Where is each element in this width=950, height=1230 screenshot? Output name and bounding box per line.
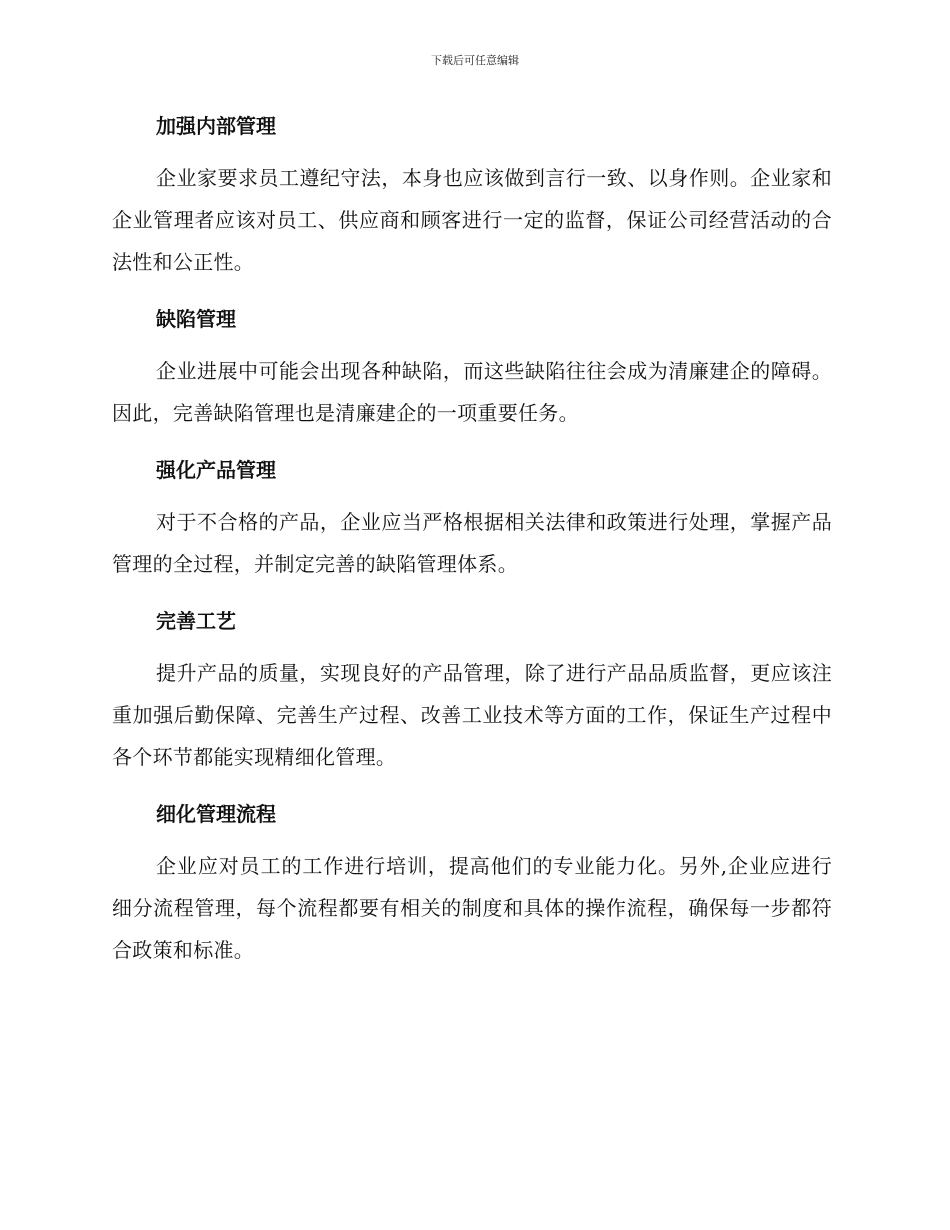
section-heading-refine-workflow: 细化管理流程 — [156, 802, 276, 826]
document-content — [112, 110, 832, 991]
section-heading-defect-management: 缺陷管理 — [156, 307, 236, 331]
page-header-note: 下载后可任意编辑 — [431, 54, 519, 67]
section-heading-internal-management: 加强内部管理 — [156, 114, 276, 138]
section-body-internal-management: 企业家要求员工遵纪守法，本身也应该做到言行一致、以身作则。企业家和企业管理者应该对员工、供应商和顾客进行一定的监督，保证公司经营活动的合法性和公正性。 — [112, 166, 832, 274]
section-body-product-management: 对于不合格的产品，企业应当严格根据相关法律和政策进行处理，掌握产品管理的全过程，并制定完善的缺陷管理体系。 — [112, 510, 832, 576]
section-heading-product-management: 强化产品管理 — [156, 458, 276, 482]
section-body-process-improvement: 提升产品的质量，实现良好的产品管理，除了进行产品品质监督，更应该注重加强后勤保障、完善生产过程、改善工业技术等方面的工作，保证生产过程中各个环节都能实现精细化管理。 — [112, 661, 832, 769]
section-body-defect-management: 企业进展中可能会出现各种缺陷，而这些缺陷往往会成为清廉建企的障碍。因此，完善缺陷管理也是清廉建企的一项重要任务。 — [112, 359, 832, 425]
section-body-refine-workflow: 企业应对员工的工作进行培训，提高他们的专业能力化。另外,企业应进行细分流程管理，每个流程都要有相关的制度和具体的操作流程，确保每一步都符合政策和标准。 — [112, 854, 832, 962]
section-heading-process-improvement: 完善工艺 — [156, 609, 236, 633]
